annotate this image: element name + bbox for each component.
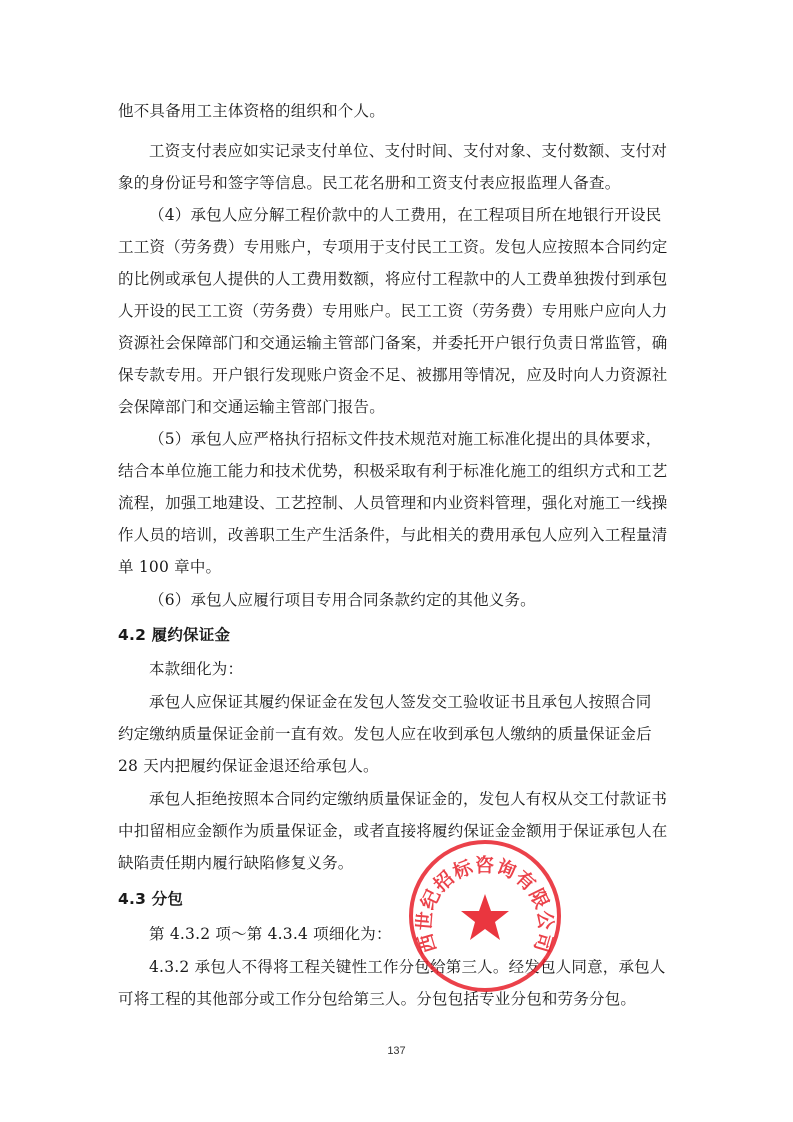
text-line: 资源社会保障部门和交通运输主管部门备案，并委托开户银行负责日常监管，确 [118,334,668,352]
text-line: 承包人拒绝按照本合同约定缴纳质量保证金的，发包人有权从交工付款证书 [149,790,668,808]
text-line: 单 100 章中。 [118,558,222,576]
text-line: （5）承包人应严格执行招标文件技术规范对施工标准化提出的具体要求， [149,430,662,448]
section-heading: 4.2 履约保证金 [118,626,231,644]
text-line: 他不具备用工主体资格的组织和个人。 [118,102,385,120]
seal-star-icon [461,894,509,940]
text-line: 中扣留相应金额作为质量保证金，或者直接将履约保证金金额用于保证承包人在 [118,822,668,840]
text-line: 本款细化为： [149,660,244,678]
text-line: 工资支付表应如实记录支付单位、支付时间、支付对象、支付数额、支付对 [149,142,668,160]
text-line: 作人员的培训，改善职工生产生活条件，与此相关的费用承包人应列入工程量清 [118,526,668,544]
text-line: 的比例或承包人提供的人工费用数额，将应付工程款中的人工费单独拨付到承包 [118,270,668,288]
text-line: 象的身份证号和签字等信息。民工花名册和工资支付表应报监理人备查。 [118,174,621,192]
text-line: 承包人应保证其履约保证金在发包人签发交工验收证书且承包人按照合同 [149,693,652,711]
text-line: 保专款专用。开户银行发现账户资金不足、被挪用等情况，应及时向人力资源社 [118,366,668,384]
company-seal-stamp [405,836,565,996]
text-line: 28 天内把履约保证金退还给承包人。 [118,757,379,775]
text-line: 约定缴纳质量保证金前一直有效。发包人应在收到承包人缴纳的质量保证金后 [118,725,652,743]
text-line: 第 4.3.2 项～第 4.3.4 项细化为： [149,925,392,943]
text-line: 人开设的民工工资（劳务费）专用账户。民工工资（劳务费）专用账户应向人力 [118,302,668,320]
section-heading: 4.3 分包 [118,890,184,908]
text-line: 可将工程的其他部分或工作分包给第三人。分包包括专业分包和劳务分包。 [118,990,637,1008]
text-line: （6）承包人应履行项目专用合同条款约定的其他义务。 [149,591,536,609]
seal-text: 西世纪招标咨询有限公司 [413,854,557,956]
text-line: 结合本单位施工能力和技术优势，积极采取有利于标准化施工的组织方式和工艺 [118,462,668,480]
text-line: 工工资（劳务费）专用账户，专项用于支付民工工资。发包人应按照本合同约定 [118,238,668,256]
text-line: 4.3.2 承包人不得将工程关键性工作分包给第三人。经发包人同意，承包人 [149,958,666,976]
text-line: 流程，加强工地建设、工艺控制、人员管理和内业资料管理，强化对施工一线操 [118,494,668,512]
text-line: 会保障部门和交通运输主管部门报告。 [118,398,385,416]
text-line: （4）承包人应分解工程价款中的人工费用，在工程项目所在地银行开设民 [149,206,662,224]
page-number: 137 [387,1045,406,1057]
text-line: 缺陷责任期内履行缺陷修复义务。 [118,854,354,872]
